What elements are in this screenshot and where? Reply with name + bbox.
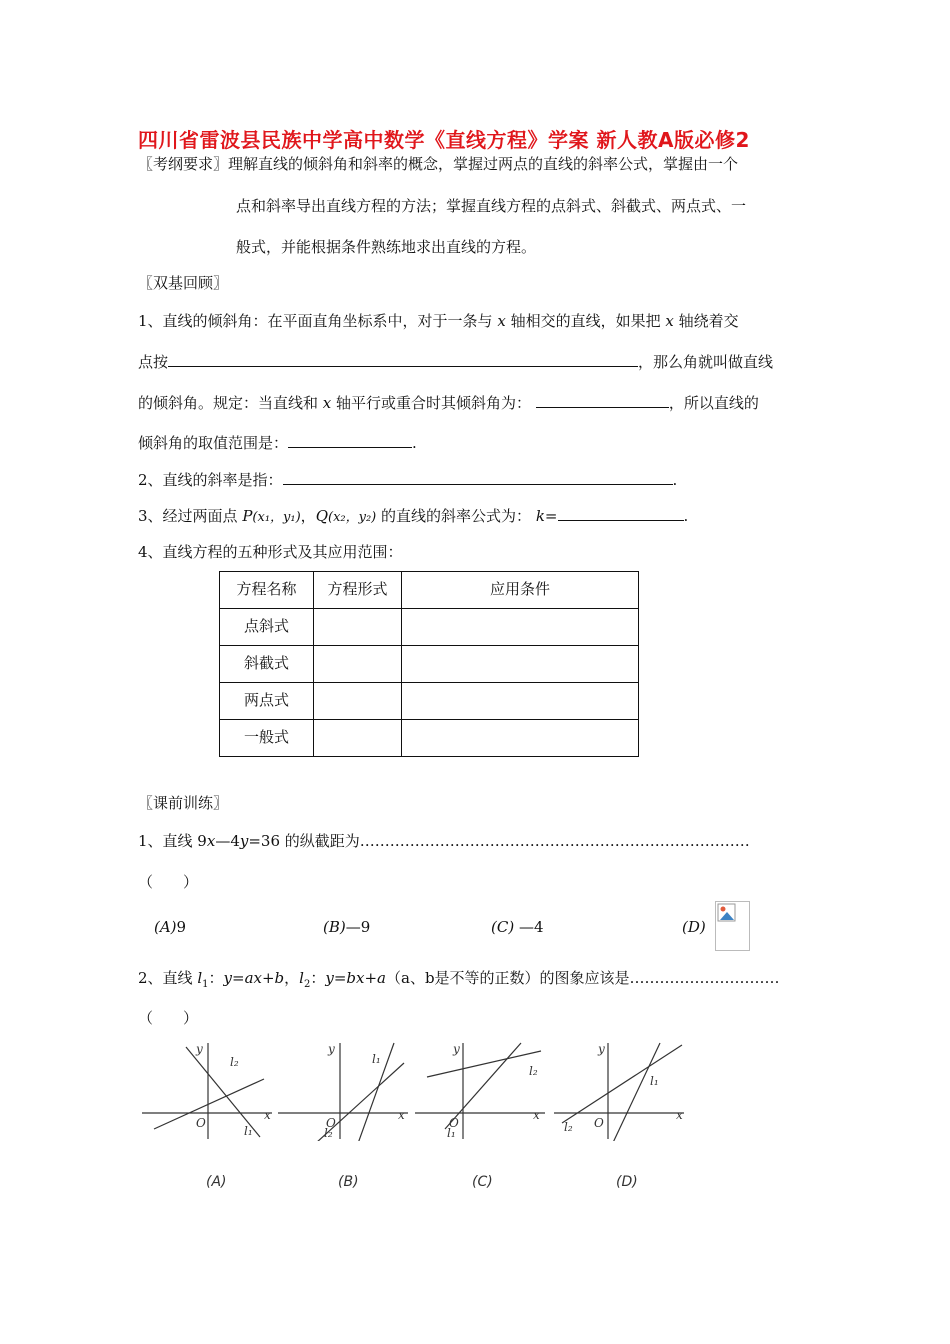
pq2-eq1: y=ax+b — [223, 969, 285, 987]
option-c-value: —4 — [518, 918, 544, 936]
graph-a[interactable] — [140, 1041, 280, 1141]
review-q2 — [138, 469, 677, 490]
review-q1-line-3 — [138, 392, 759, 413]
option-b-label: (B) — [323, 918, 346, 936]
q1-text-d1: 倾斜角的取值范围是： — [138, 434, 289, 452]
pq2-comma: ， — [284, 969, 300, 987]
pq1-text-c: =36 的纵截距为…………………………………………………………………… — [248, 832, 750, 850]
requirements-text-1: 理解直线的倾斜角和斜率的概念，掌握过两点的直线的斜率公式，掌握由一个 — [228, 155, 739, 173]
q1-text-c3: ，所以直线的 — [668, 394, 759, 412]
q2-text-a: 2、直线的斜率是指： — [138, 471, 283, 489]
graph-d-origin: O — [594, 1116, 604, 1130]
table-row — [220, 720, 639, 757]
pq1-var-y: y — [239, 832, 249, 850]
pq2-colon-2: ： — [310, 969, 326, 987]
q1-text-a3: 轴绕着交 — [678, 312, 739, 330]
graph-a-origin: O — [196, 1116, 206, 1130]
review-q4: 4、直线方程的五种形式及其应用范围： — [138, 543, 403, 561]
graph-c-line-2 — [427, 1051, 541, 1077]
broken-image-icon — [715, 901, 750, 951]
equation-forms-table — [219, 571, 639, 757]
option-a-label: (A) — [154, 918, 177, 936]
graph-d-line-2 — [562, 1045, 682, 1123]
graph-a-y-label: y — [196, 1042, 203, 1056]
table-cell-form[interactable] — [314, 720, 402, 757]
graph-d-l2: l₂ — [564, 1120, 573, 1134]
q3-eq: = — [544, 507, 558, 525]
review-q1-line-4 — [138, 432, 417, 453]
table-cell-condition[interactable] — [402, 646, 639, 683]
graph-c-x-label: x — [533, 1108, 540, 1122]
table-cell-name: 两点式 — [220, 683, 314, 720]
q3-point-q: Q — [315, 507, 328, 525]
graph-a-label: (A) — [206, 1174, 227, 1190]
table-header-condition: 应用条件 — [402, 572, 639, 609]
requirements-line-3: 般式，并能根据条件熟练地求出直线的方程。 — [236, 238, 537, 256]
table-header-name: 方程名称 — [220, 572, 314, 609]
option-c-label: (C) — [491, 918, 515, 936]
q3-text-a: 3、经过两面点 — [138, 507, 238, 525]
q1-blank-rotation[interactable] — [168, 352, 638, 367]
q3-sep: ， — [300, 507, 316, 525]
option-b[interactable] — [323, 918, 370, 936]
q3-point-p: P — [242, 507, 253, 525]
table-header-form: 方程形式 — [314, 572, 402, 609]
review-heading: 〖双基回顾〗 — [138, 274, 229, 292]
q3-text-b: 的直线的斜率公式为： — [381, 507, 532, 525]
q1-blank-range[interactable] — [288, 433, 412, 448]
pq2-text-e: （a、b是不等的正数）的图象应该是………………………… — [386, 969, 780, 987]
pq2-l1-sub: 1 — [202, 979, 209, 990]
page-title: 四川省雷波县民族中学高中数学《直线方程》学案 新人教A版必修2 — [138, 128, 750, 152]
table-cell-condition[interactable] — [402, 609, 639, 646]
graph-d[interactable] — [552, 1041, 692, 1141]
pq2-l2: l — [299, 969, 304, 987]
option-d-label: (D) — [682, 918, 706, 936]
q3-var-k: k — [535, 507, 545, 525]
graph-b-l2: l₂ — [324, 1126, 333, 1140]
option-a[interactable] — [154, 918, 186, 936]
table-cell-form[interactable] — [314, 609, 402, 646]
q3-point-p-coords: (x₁，y₁) — [252, 510, 301, 525]
pq1-text-b: —4 — [215, 832, 240, 850]
review-q1-line-2 — [138, 351, 773, 372]
graph-a-l1: l₁ — [244, 1124, 253, 1138]
pq1-var-x: x — [206, 832, 216, 850]
table-cell-form[interactable] — [314, 646, 402, 683]
graph-d-y-label: y — [598, 1042, 605, 1056]
review-q3 — [138, 505, 688, 526]
graph-a-x-label: x — [264, 1108, 271, 1122]
graph-b-y-label: y — [328, 1042, 335, 1056]
requirements-label: 〖考纲要求〗 — [138, 155, 229, 173]
graph-b-l1: l₁ — [372, 1052, 381, 1066]
table-row — [220, 683, 639, 720]
q1-var-x-3: x — [322, 394, 332, 412]
practice-q1 — [138, 830, 750, 851]
graph-c-l1: l₁ — [447, 1126, 456, 1140]
option-a-value: 9 — [176, 918, 187, 936]
table-cell-name: 一般式 — [220, 720, 314, 757]
table-row — [220, 646, 639, 683]
pq2-colon-1: ： — [208, 969, 224, 987]
q1-blank-angle[interactable] — [536, 393, 669, 408]
q1-var-x: x — [497, 312, 506, 330]
table-header-row — [220, 572, 639, 609]
requirements-line-2: 点和斜率导出直线方程的方法；掌握直线方程的点斜式、斜截式、两点式、一 — [236, 197, 747, 215]
q2-blank-slope[interactable] — [283, 470, 673, 485]
practice-q2-paren: （ ） — [138, 1009, 199, 1027]
option-d[interactable] — [682, 918, 706, 936]
pq2-l1: l — [197, 969, 203, 987]
q1-var-x-2: x — [665, 312, 674, 330]
graph-c-l2: l₂ — [529, 1064, 538, 1078]
graph-c[interactable] — [413, 1041, 553, 1141]
q1-text-a: 1、直线的倾斜角：在平面直角坐标系中，对于一条与 — [138, 312, 493, 330]
table-cell-form[interactable] — [314, 683, 402, 720]
q3-point-q-coords: (x₂，y₂) — [328, 510, 377, 525]
pq2-text-a: 2、直线 — [138, 969, 193, 987]
pq2-eq2: y=bx+a — [325, 969, 386, 987]
q3-blank-formula[interactable] — [558, 506, 684, 521]
table-cell-name: 斜截式 — [220, 646, 314, 683]
graph-b[interactable] — [276, 1041, 416, 1141]
practice-q1-paren: （ ） — [138, 873, 199, 891]
q3-text-c: . — [683, 507, 689, 525]
practice-heading: 〖课前训练〗 — [138, 794, 229, 812]
option-b-value: —9 — [345, 918, 371, 936]
q1-text-c2: 轴平行或重合时其倾斜角为： — [336, 394, 532, 412]
table-cell-condition[interactable] — [402, 683, 639, 720]
q2-text-b: . — [672, 471, 678, 489]
graph-b-origin: O — [326, 1116, 336, 1130]
practice-q2 — [138, 967, 780, 990]
graph-b-label: (B) — [338, 1174, 359, 1190]
q1-text-a2: 轴相交的直线，如果把 — [510, 312, 661, 330]
requirements-line-1 — [138, 153, 738, 174]
graph-c-label: (C) — [472, 1174, 493, 1190]
table-row — [220, 609, 639, 646]
q1-text-b2: ，那么角就叫做直线 — [638, 353, 774, 371]
q1-text-d2: . — [412, 434, 417, 452]
graph-d-label: (D) — [616, 1174, 638, 1190]
q1-text-c1: 的倾斜角。规定：当直线和 — [138, 394, 319, 412]
review-q1-line-1 — [138, 310, 739, 331]
graph-c-origin: O — [449, 1116, 459, 1130]
table-cell-condition[interactable] — [402, 720, 639, 757]
graph-d-l1: l₁ — [650, 1074, 659, 1088]
graph-d-x-label: x — [676, 1108, 683, 1122]
option-c[interactable] — [491, 918, 544, 936]
q1-text-b1: 点按 — [138, 353, 169, 371]
graph-a-l2: l₂ — [230, 1055, 239, 1069]
graph-d-line-1 — [610, 1043, 660, 1141]
pq2-l2-sub: 2 — [303, 979, 311, 990]
graph-c-y-label: y — [453, 1042, 460, 1056]
graph-b-x-label: x — [398, 1108, 405, 1122]
table-cell-name: 点斜式 — [220, 609, 314, 646]
pq1-text-a: 1、直线 9 — [138, 832, 207, 850]
